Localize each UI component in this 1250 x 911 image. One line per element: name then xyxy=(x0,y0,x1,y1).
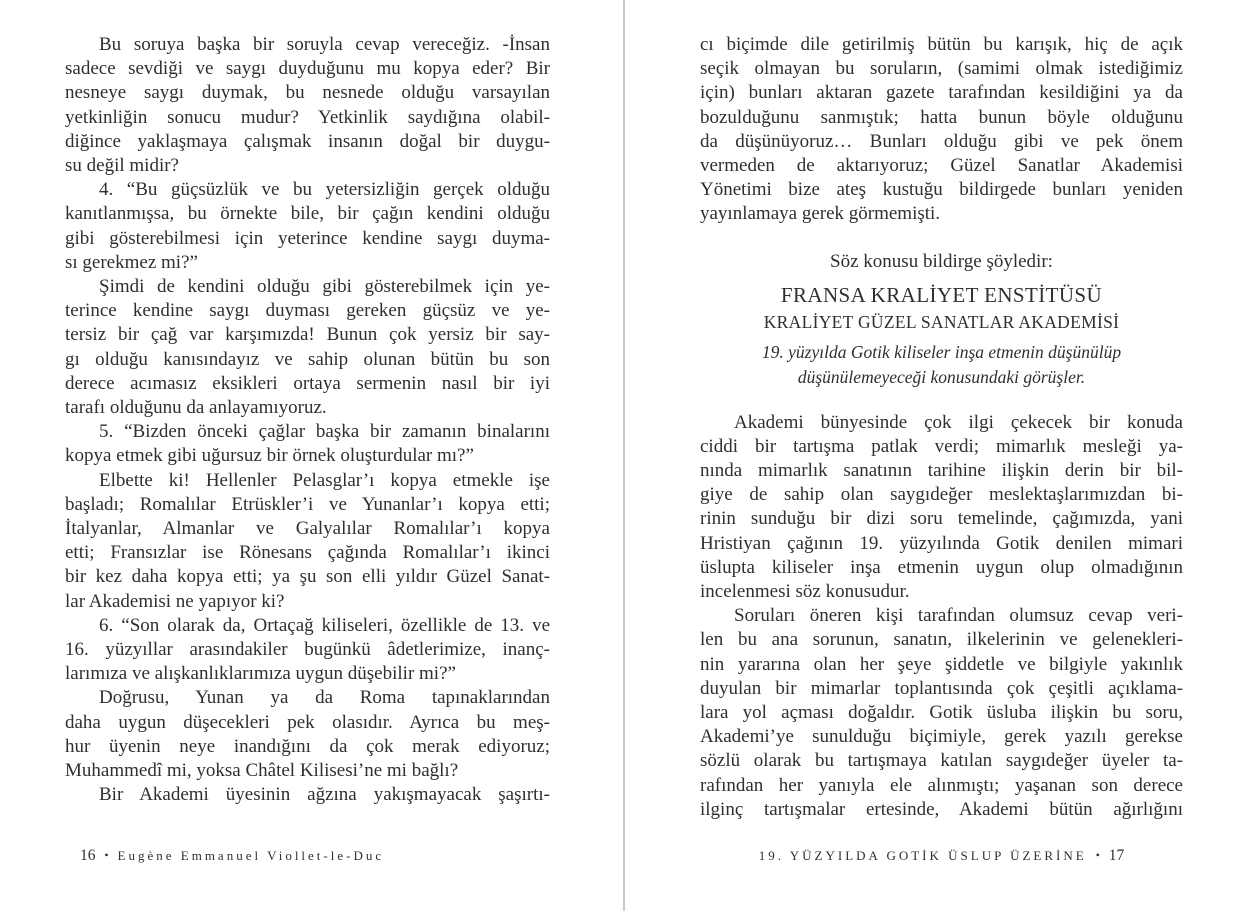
text-line: duyulan bir mimarlar toplantısında çok çeşitli açıklama- xyxy=(700,677,1183,699)
text-line: başladı; Romalılar Etrüskler’i ve Yunanlar’ı kopya etti; xyxy=(65,493,550,515)
text-line: ilginç tartışmalar ertesinde, Akademi bütün ağırlığını xyxy=(700,798,1183,820)
text-line: yayınlamaya gerek görmemişti. xyxy=(700,203,941,225)
text-line: Yönetimi bize ateş kustuğu bildirgede bunları yeniden xyxy=(700,179,1183,201)
text-line: cı biçimde dile getirilmiş bütün bu karışık, hiç de açık xyxy=(700,34,1183,55)
text-line: etti; Fransızlar ise Rönesans çağında Romalılar’ı ikinci xyxy=(65,542,550,564)
paragraph xyxy=(65,33,550,178)
text-line: gı olduğu kanısındayız ve sahip olunan bütün bu son xyxy=(65,348,550,370)
paragraph xyxy=(65,469,550,614)
paragraph xyxy=(65,686,550,783)
text-line: lara yol açması doğaldır. Gotik üsluba ilişkin bu soru, xyxy=(700,702,1183,724)
text-line: ciddi bir tartışma patlak verdi; mimarlık mesleği ya- xyxy=(700,435,1183,457)
text-line: da düşünüyoruz… Bunları olduğu gibi ve pek önem xyxy=(700,130,1183,152)
footer-bullet-right: • xyxy=(1095,850,1100,862)
text-line: sı gerekmez mi?” xyxy=(65,251,198,273)
text-line: Elbette ki! Hellenler Pelasglar’ı kopya etmekle işe xyxy=(99,469,550,491)
footer-bullet-left: • xyxy=(104,850,109,862)
text-line: 19. yüzyılda Gotik kiliseler inşa etmenin düşünülüp xyxy=(761,341,1122,362)
text-line: Akademi’ye sunulduğu biçimiyle, gerek yazılı gerekse xyxy=(700,726,1183,748)
paragraph xyxy=(65,783,550,807)
text-line: tersiz bir çağ var karşımızda! Bunun çok yersiz bir say- xyxy=(65,324,550,346)
running-head-chapter: 19. YÜZYILDA GOTİK ÜSLUP ÜZERİNE xyxy=(758,848,1087,863)
paragraph xyxy=(700,411,1183,605)
text-line: daha uygun düşecekleri pek olasıdır. Ayrıca bu meş- xyxy=(65,711,550,733)
text-line: Bir Akademi üyesinin ağzına yakışmayacak şaşırtı- xyxy=(99,784,550,806)
text-line: rinin sunduğu bir dizi soru temelinde, çağımızda, yani xyxy=(700,508,1183,530)
text-line: kanıtlanmışsa, bu örnekte bile, bir çağın kendini olduğu xyxy=(65,203,550,225)
text-line: Muhammedî mi, yoksa Châtel Kilisesi’ne mi bağlı? xyxy=(65,760,459,782)
running-head-author: Eugène Emmanuel Viollet-le-Duc xyxy=(117,848,385,863)
text-line: tarafı olduğunu da anlayamıyoruz. xyxy=(65,397,327,419)
text-line: 4. “Bu güçsüzlük ve bu yetersizliğin gerçek olduğu xyxy=(99,179,550,201)
text-line: nin yararına olan her şeye şiddetle ve bilgiyle yakınlık xyxy=(700,653,1183,675)
text-line: Bu soruya başka bir soruyla cevap vereceğiz. -İnsan xyxy=(99,34,550,55)
text-line: giye de sahip olan saygıdeğer meslektaşlarımızdan bi- xyxy=(700,484,1183,506)
text-line: sözlü olarak bu tartışmaya katılan saygıdeğer üyeler ta- xyxy=(700,750,1183,772)
page-number-left: 16 xyxy=(80,847,96,864)
page-right-text-column xyxy=(700,33,1183,822)
text-line: bir kez daha kopya etti; ya şu son elli yıldır Güzel Sanat- xyxy=(65,566,550,588)
text-line: 16. yüzyıllar arasındakiler bugünkü âdetlerimize, inanç- xyxy=(65,639,550,661)
centered-note: Söz konusu bildirge şöyledir: xyxy=(830,250,1053,272)
text-line: Şimdi de kendini olduğu gibi gösterebilmek için ye- xyxy=(99,276,550,298)
italic-subtitle xyxy=(700,340,1183,390)
text-line: düşünülemeyeceği konusundaki görüşler. xyxy=(797,366,1086,387)
text-line: 6. “Son olarak da, Ortaçağ kiliseleri, özellikle de 13. ve xyxy=(99,614,550,636)
text-line: kopya etmek gibi uğursuz bir örnek oluşturdular mı?” xyxy=(65,445,474,467)
text-line: için) bunları aktaran gazete tarafından kesildiğini ya da xyxy=(700,82,1183,104)
page-left xyxy=(0,0,623,911)
text-line: Soruları öneren kişi tarafından olumsuz cevap veri- xyxy=(734,605,1183,627)
text-line: üslupta kiliseler inşa etmenin uygun olup olmadığının xyxy=(700,556,1183,578)
page-left-footer xyxy=(80,847,384,865)
text-line: İtalyanlar, Almanlar ve Galyalılar Romalılar’ı kopya xyxy=(65,518,550,540)
text-line: nesneye saygı duymak, bu nesnede olduğu varsayılan xyxy=(65,82,550,104)
text-line: derece acımasız eksikleri ortaya sermenin nasıl bir iyi xyxy=(65,372,550,394)
document-heading: FRANSA KRALİYET ENSTİTÜSÜ xyxy=(780,282,1103,307)
text-line: vermeden de aktarıyoruz; Güzel Sanatlar Akademisi xyxy=(700,155,1183,177)
text-line: diğince yaklaşmaya çalışmak insanın doğal bir duygu- xyxy=(65,130,550,152)
text-line: 5. “Bizden önceki çağlar başka bir zamanın binalarını xyxy=(99,421,550,443)
paragraph xyxy=(65,178,550,275)
text-line: nında mimarlık sanatının tarihine ilişkin derin bir bil- xyxy=(700,460,1183,482)
text-line: gibi gösterebilmesi için yeterince kendine saygı duyma- xyxy=(65,227,550,249)
text-line: su değil midir? xyxy=(65,155,179,177)
text-line: incelenmesi söz konusudur. xyxy=(700,581,910,603)
text-line: yetkinliğin sonucu mudur? Yetkinlik saydığına olabil- xyxy=(65,106,550,128)
text-line: seçik olmayan bu soruların, (samimi olmak istediğimiz xyxy=(700,58,1183,80)
text-line: lar Akademisi ne yapıyor ki? xyxy=(65,590,285,612)
paragraph xyxy=(700,604,1183,822)
page-number-right: 17 xyxy=(1108,847,1125,864)
text-line: larımıza ve alışkanlıklarımıza uygun düşebilir mi?” xyxy=(65,663,456,685)
paragraph xyxy=(65,614,550,687)
page-right-footer xyxy=(700,847,1183,865)
paragraph xyxy=(700,33,1183,227)
text-line: Doğrusu, Yunan ya da Roma tapınaklarından xyxy=(99,687,550,709)
text-line: len bu ana sorunun, sanatın, ilkelerinin ve gelenekleri- xyxy=(700,629,1183,651)
text-line: sadece sevdiği ve saygı duyduğunu mu kopya eder? Bir xyxy=(65,58,550,80)
text-line: bozulduğunu sanmıştık; hatta bunun böyle olduğunu xyxy=(700,106,1183,128)
text-line: hur üyenin neye inandığını da çok merak ediyoruz; xyxy=(65,735,550,757)
page-right xyxy=(625,0,1250,911)
text-line: Hristiyan çağının 19. yüzyılında Gotik denilen mimari xyxy=(700,532,1183,554)
page-left-text-column xyxy=(65,33,550,808)
document-subheading: KRALİYET GÜZEL SANATLAR AKADEMİSİ xyxy=(763,311,1120,332)
text-line: Akademi bünyesinde çok ilgi çekecek bir konuda xyxy=(734,411,1183,433)
text-line: rafından her yanıyla ele alınmıştı; yaşanan son derece xyxy=(700,774,1183,796)
paragraph xyxy=(65,275,550,420)
paragraph xyxy=(65,420,550,468)
text-line: terince kendine saygı duyması gereken güçsüz ve ye- xyxy=(65,300,550,322)
